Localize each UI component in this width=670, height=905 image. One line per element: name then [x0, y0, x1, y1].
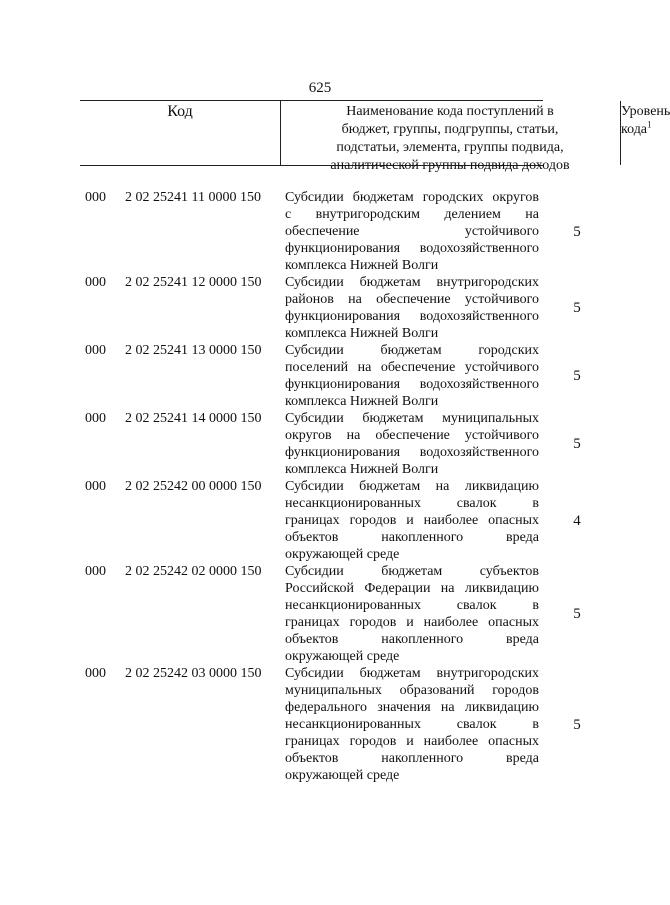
header-name	[280, 101, 619, 173]
row-description	[285, 665, 539, 784]
row-admin-code: 000	[85, 343, 106, 358]
row-description-line: комплекса Нижней Волги	[285, 394, 439, 409]
row-level: 5	[573, 300, 581, 316]
row-description-line: обеспечение устойчивого	[285, 224, 539, 239]
row-description	[285, 478, 539, 563]
row-description-line: Субсидии бюджетам на ликвидацию	[285, 479, 539, 494]
row-description-line: Субсидии бюджетам городских округов	[285, 190, 539, 205]
header-name-line: подстатьи, элемента, группы подвида,	[336, 140, 564, 155]
row-description-line: несанкционированных свалок в	[285, 598, 539, 613]
row-level: 5	[573, 606, 581, 622]
row-description-line: функционирования водохозяйственного	[285, 309, 539, 324]
row-level: 5	[573, 436, 581, 452]
table-body	[85, 189, 585, 784]
row-level: 5	[573, 368, 581, 384]
row-level: 4	[573, 513, 581, 529]
row-description-line: окружающей среде	[285, 649, 400, 664]
row-description-line: несанкционированных свалок в	[285, 496, 539, 511]
row-income-code: 2 02 25242 00 0000 150	[125, 479, 262, 494]
header-name-line: Наименование кода поступлений в	[346, 104, 554, 119]
row-admin-code: 000	[85, 411, 106, 426]
row-description-line: Субсидии бюджетам внутригородских	[285, 666, 539, 681]
row-description-line: с внутригородским делением на	[285, 207, 539, 222]
row-description-line: объектов накопленного вреда	[285, 751, 539, 766]
row-description-line: функционирования водохозяйственного	[285, 377, 539, 392]
row-description	[285, 563, 539, 665]
row-admin-code: 000	[85, 479, 106, 494]
row-description-line: Субсидии бюджетам внутригородских	[285, 275, 539, 290]
row-description-line: функционирования водохозяйственного	[285, 445, 539, 460]
row-description-line: комплекса Нижней Волги	[285, 258, 439, 273]
row-description-line: поселений на обеспечение устойчивого	[285, 360, 539, 375]
row-description-line: границах городов и наиболее опасных	[285, 615, 539, 630]
row-description-line: районов на обеспечение устойчивого	[285, 292, 539, 307]
row-description-line: Российской Федерации на ликвидацию	[285, 581, 539, 596]
row-level: 5	[573, 224, 581, 240]
row-description-line: объектов накопленного вреда	[285, 530, 539, 545]
row-description-line: объектов накопленного вреда	[285, 632, 539, 647]
row-description-line: границах городов и наиболее опасных	[285, 513, 539, 528]
table-row	[85, 189, 585, 274]
row-income-code: 2 02 25241 13 0000 150	[125, 343, 262, 358]
header-code: Код	[167, 103, 193, 120]
row-admin-code: 000	[85, 666, 106, 681]
row-description-line: Субсидии бюджетам субъектов	[285, 564, 539, 579]
row-description-line: федерального значения на ликвидацию	[285, 700, 539, 715]
table-row	[85, 342, 585, 410]
table-row	[85, 410, 585, 478]
header-name-line: бюджет, группы, подгруппы, статьи,	[341, 122, 559, 137]
row-description	[285, 189, 539, 274]
row-income-code: 2 02 25242 03 0000 150	[125, 666, 262, 681]
row-admin-code: 000	[85, 564, 106, 579]
row-description-line: окружающей среде	[285, 768, 400, 783]
row-description-line: границах городов и наиболее опасных	[285, 734, 539, 749]
row-description	[285, 342, 539, 410]
table-header	[80, 100, 670, 173]
header-name-line: аналитической группы подвида доходов	[330, 158, 570, 173]
row-description-line: округов на обеспечение устойчивого	[285, 428, 539, 443]
row-description-line: комплекса Нижней Волги	[285, 326, 439, 341]
row-description-line: функционирования водохозяйственного	[285, 241, 539, 256]
row-description-line: несанкционированных свалок в	[285, 717, 539, 732]
row-description-line: комплекса Нижней Волги	[285, 462, 439, 477]
row-income-code: 2 02 25241 11 0000 150	[125, 190, 261, 205]
row-admin-code: 000	[85, 190, 106, 205]
row-income-code: 2 02 25241 14 0000 150	[125, 411, 262, 426]
page-number: 625	[308, 80, 332, 96]
table-row	[85, 563, 585, 665]
row-income-code: 2 02 25241 12 0000 150	[125, 275, 262, 290]
header-level-word: кода	[621, 122, 648, 137]
header-level-footnote: 1	[647, 119, 652, 130]
row-description-line: окружающей среде	[285, 547, 400, 562]
row-description-line: муниципальных образований городов	[285, 683, 539, 698]
row-description	[285, 410, 539, 478]
row-description-line: Субсидии бюджетам городских	[285, 343, 539, 358]
row-income-code: 2 02 25242 02 0000 150	[125, 564, 262, 579]
header-level: Уровень кода$^1$	[620, 101, 621, 165]
table-row	[85, 478, 585, 563]
table-row	[85, 665, 585, 784]
table-row	[85, 274, 585, 342]
row-description-line: Субсидии бюджетам муниципальных	[285, 411, 539, 426]
row-admin-code: 000	[85, 275, 106, 290]
row-description	[285, 274, 539, 342]
row-level: 5	[573, 717, 581, 733]
